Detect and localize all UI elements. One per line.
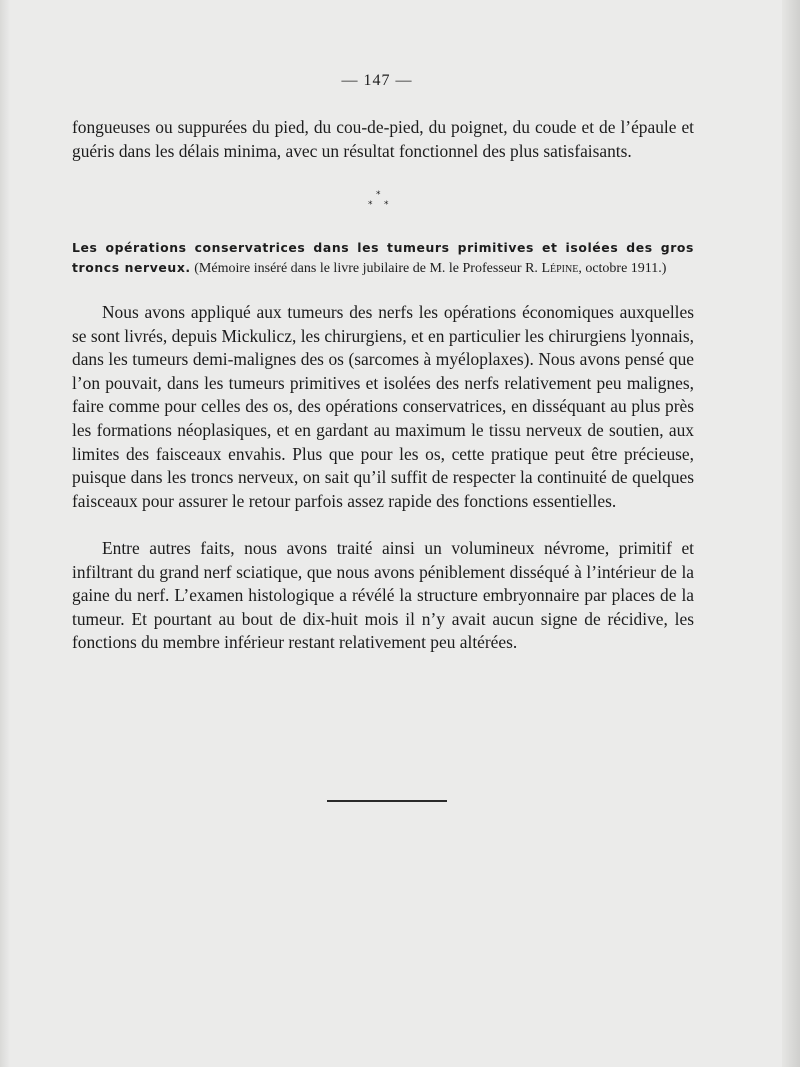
section-separator [360, 190, 400, 214]
paragraph-body: Entre autres faits, nous avons traité ainsi un volumineux névrome, primitif et infiltrant du grand nerf sciatique, que nous avons péniblement disséqué à l’intérieur de la gaine du nerf. L’examen histologique a révélé la structure embryonnaire par places de la tumeur. Et pourtant au bout de dix-huit mois il n’y avait aucun signe de récidive, les fonctions du membre inférieur restant relativement peu altérées. [72, 538, 694, 653]
separator-star: * [384, 200, 389, 210]
note-author-name: Lépine [541, 261, 579, 276]
note-text-before: (Mémoire inséré dans le livre jubilaire de M. le Professeur R. [194, 261, 542, 276]
paragraph-body: Nous avons appliqué aux tumeurs des nerfs les opérations économiques auxquelles se sont livrés, depuis Mickulicz, les chirurgiens, et en particulier les chirurgiens lyonnais, dans les tumeurs demi-malignes des os (sarcomes à myéloplaxes). Nous avons pensé que l’on pouvait, dans les tumeurs primitives et isolées des nerfs relativement peu malignes, faire comme pour celles des os, des opérations conservatrices, en disséquant au plus près les formations néoplasiques, et en gardant au maximum le tissu nerveux de soutien, aux limites des faisceaux envahis. Plus que pour les os, cette pratique peut être précieuse, puisque dans les troncs nerveux, on sait qu’il suffit de respecter la continuité de quelques faisceaux pour assurer le retour parfois assez rapide des fonctions essentielles. [72, 302, 694, 511]
section-note [194, 261, 666, 276]
section-title: Les opérations conservatrices dans les tumeurs primitives et isolées des gros troncs nerveux. [72, 240, 694, 275]
separator-star: * [368, 200, 373, 210]
section-heading [72, 238, 694, 278]
end-rule [327, 800, 447, 802]
page-left-edge [0, 0, 10, 1067]
page-number: — 147 — [341, 72, 413, 89]
separator-star: * [376, 190, 381, 200]
note-text-after: , octobre 1911.) [578, 261, 667, 276]
page-right-edge [782, 0, 800, 1067]
paragraph-continued: fongueuses ou suppurées du pied, du cou-de-pied, du poignet, du coude et de l’épaule et guéris dans les délais minima, avec un résultat fonctionnel des plus satisfaisants. [72, 117, 694, 161]
